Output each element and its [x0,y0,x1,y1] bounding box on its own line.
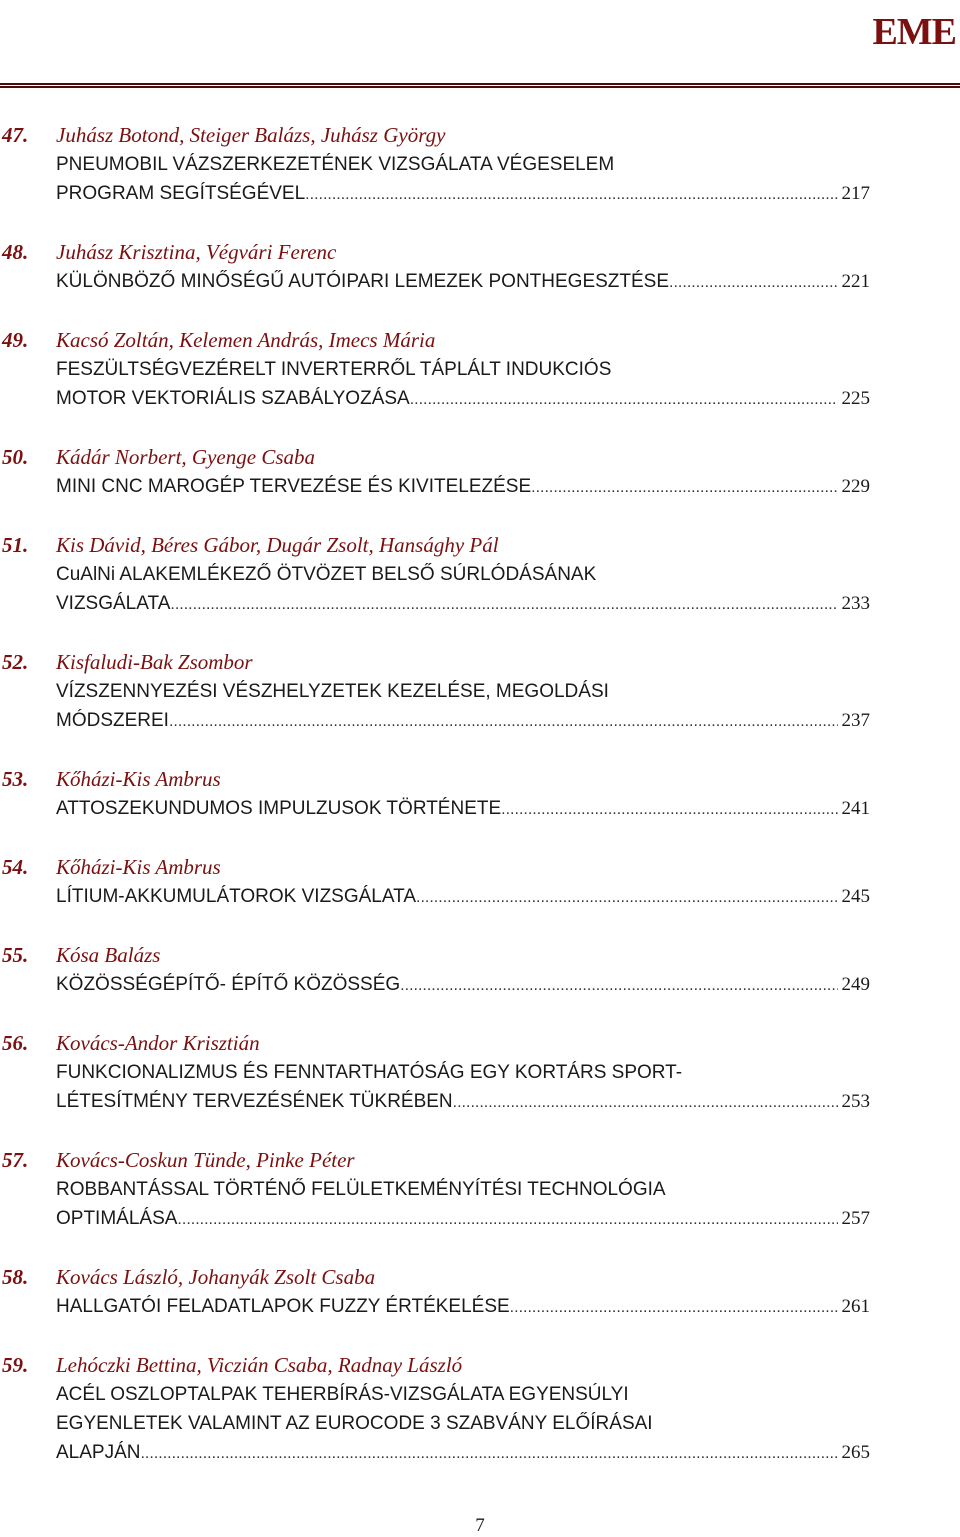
entry-title-text: MINI CNC MAROGÉP TERVEZÉSE ÉS KIVITELEZÉSE [56,476,532,497]
entry-number: 47. [2,123,29,147]
toc-entry[interactable] [0,1351,960,1468]
entry-title-text: MÓDSZEREI [56,710,169,731]
entry-title-line [56,706,870,736]
entry-title-line: ROBBANTÁSSAL TÖRTÉNŐ FELÜLETKEMÉNYÍTÉSI TECHNOLÓGIA [56,1179,666,1200]
toc-entry[interactable] [0,1029,960,1117]
entry-number: 50. [2,445,29,469]
toc-entry[interactable] [0,238,960,297]
entry-page-number[interactable]: 233 [841,593,870,614]
entry-title-text: KÖZÖSSÉGÉPÍTŐ- ÉPÍTŐ KÖZÖSSÉG [56,974,401,995]
toc-entry[interactable] [0,326,960,414]
entry-page-number[interactable]: 261 [841,1296,870,1317]
entry-number: 52. [2,650,29,674]
entry-title-line [56,882,870,912]
entry-authors: Juhász Botond, Steiger Balázs, Juhász György [56,123,446,147]
entry-number: 59. [2,1353,29,1377]
entry-page-number[interactable]: 253 [841,1091,870,1112]
entry-title-text: OPTIMÁLÁSA [56,1208,178,1229]
entry-title-text: PROGRAM SEGÍTSÉGÉVEL [56,183,306,204]
entry-title-text: MOTOR VEKTORIÁLIS SZABÁLYOZÁSA [56,388,410,409]
entry-number: 51. [2,533,29,557]
dot-leader [140,1439,837,1468]
toc-entry[interactable] [0,648,960,736]
entry-number: 49. [2,328,29,352]
dot-leader [177,1205,837,1234]
dot-leader [400,971,837,1000]
entry-authors: Lehóczki Bettina, Viczián Csaba, Radnay László [56,1353,463,1377]
dot-leader [501,795,837,824]
toc-entry[interactable] [0,1263,960,1322]
toc-entry[interactable] [0,941,960,1000]
entry-number: 54. [2,855,29,879]
entry-number: 53. [2,767,29,791]
entry-title-text: VIZSGÁLATA [56,593,171,614]
entry-title-line: CuAlNi ALAKEMLÉKEZŐ ÖTVÖZET BELSŐ SÚRLÓDÁSÁNAK [56,564,597,585]
toc-entry[interactable] [0,853,960,912]
dot-leader [510,1293,838,1322]
entry-number: 55. [2,943,29,967]
toc-entry[interactable] [0,1146,960,1234]
entry-title-line [56,1438,870,1468]
entry-page-number[interactable]: 221 [841,271,870,292]
entry-authors: Kádár Norbert, Gyenge Csaba [56,445,315,469]
header-divider [0,83,960,88]
toc-entry[interactable] [0,765,960,824]
entry-authors: Kőházi-Kis Ambrus [56,855,221,879]
entry-authors: Kovács-Coskun Tünde, Pinke Péter [56,1148,355,1172]
entry-page-number[interactable]: 241 [841,798,870,819]
dot-leader [453,1088,838,1117]
entry-number: 48. [2,240,29,264]
entry-title-line: PNEUMOBIL VÁZSZERKEZETÉNEK VIZSGÁLATA VÉGESELEM [56,154,615,175]
entry-title-line [56,179,870,209]
entry-title-text: LÉTESÍTMÉNY TERVEZÉSÉNEK TÜKRÉBEN [56,1091,453,1112]
entry-authors: Kovács László, Johanyák Zsolt Csaba [56,1265,376,1289]
entry-title-line: FUNKCIONALIZMUS ÉS FENNTARTHATÓSÁG EGY KORTÁRS SPORT- [56,1062,683,1083]
entry-title-text: ATTOSZEKUNDUMOS IMPULZUSOK TÖRTÉNETE [56,798,502,819]
entry-title-line: VÍZSZENNYEZÉSI VÉSZHELYZETEK KEZELÉSE, MEGOLDÁSI [56,681,609,702]
entry-authors: Kósa Balázs [56,943,161,967]
entry-title-line [56,794,870,824]
entry-title-line [56,970,870,1000]
entry-number: 58. [2,1265,29,1289]
entry-title-text: LÍTIUM-AKKUMULÁTOROK VIZSGÁLATA [56,886,417,907]
entry-page-number[interactable]: 225 [841,388,870,409]
entry-title-line [56,472,870,502]
entry-title-text: ALAPJÁN [56,1442,141,1463]
toc-entry[interactable] [0,121,960,209]
dot-leader [416,883,837,912]
table-of-contents [0,121,960,1497]
dot-leader [669,268,837,297]
entry-title-line [56,1204,870,1234]
dot-leader [305,180,837,209]
entry-page-number[interactable]: 245 [841,886,870,907]
entry-page-number[interactable]: 249 [841,974,870,995]
entry-number: 57. [2,1148,29,1172]
entry-authors: Kacsó Zoltán, Kelemen András, Imecs Mária [56,328,436,352]
dot-leader [170,590,837,619]
entry-title-text: HALLGATÓI FELADATLAPOK FUZZY ÉRTÉKELÉSE [56,1296,510,1317]
entry-title-line [56,589,870,619]
entry-title-line: FESZÜLTSÉGVEZÉRELT INVERTERRŐL TÁPLÁLT INDUKCIÓS [56,359,612,380]
entry-title-line [56,1292,870,1322]
entry-title-line [56,267,870,297]
entry-authors: Juhász Krisztina, Végvári Ferenc [56,240,337,264]
journal-logo: EME [872,11,956,53]
entry-authors: Kisfaludi-Bak Zsombor [56,650,253,674]
entry-title-line [56,1087,870,1117]
entry-page-number[interactable]: 265 [841,1442,870,1463]
entry-title-line [56,384,870,414]
dot-leader [169,707,838,736]
entry-title-text: KÜLÖNBÖZŐ MINŐSÉGŰ AUTÓIPARI LEMEZEK PONTHEGESZTÉSE [56,271,670,292]
entry-authors: Kis Dávid, Béres Gábor, Dugár Zsolt, Hansághy Pál [56,533,499,557]
entry-title-line: ACÉL OSZLOPTALPAK TEHERBÍRÁS-VIZSGÁLATA EGYENSÚLYI [56,1384,629,1405]
toc-entry[interactable] [0,443,960,502]
entry-authors: Kovács-Andor Krisztián [56,1031,260,1055]
entry-authors: Kőházi-Kis Ambrus [56,767,221,791]
entry-page-number[interactable]: 229 [841,476,870,497]
dot-leader [531,473,837,502]
entry-number: 56. [2,1031,29,1055]
toc-entry[interactable] [0,531,960,619]
dot-leader [410,385,838,414]
entry-page-number[interactable]: 217 [841,183,870,204]
entry-page-number[interactable]: 237 [841,710,870,731]
entry-page-number[interactable]: 257 [841,1208,870,1229]
page-number: 7 [475,1515,485,1536]
entry-title-line: EGYENLETEK VALAMINT AZ EUROCODE 3 SZABVÁNY ELŐÍRÁSAI [56,1413,653,1434]
